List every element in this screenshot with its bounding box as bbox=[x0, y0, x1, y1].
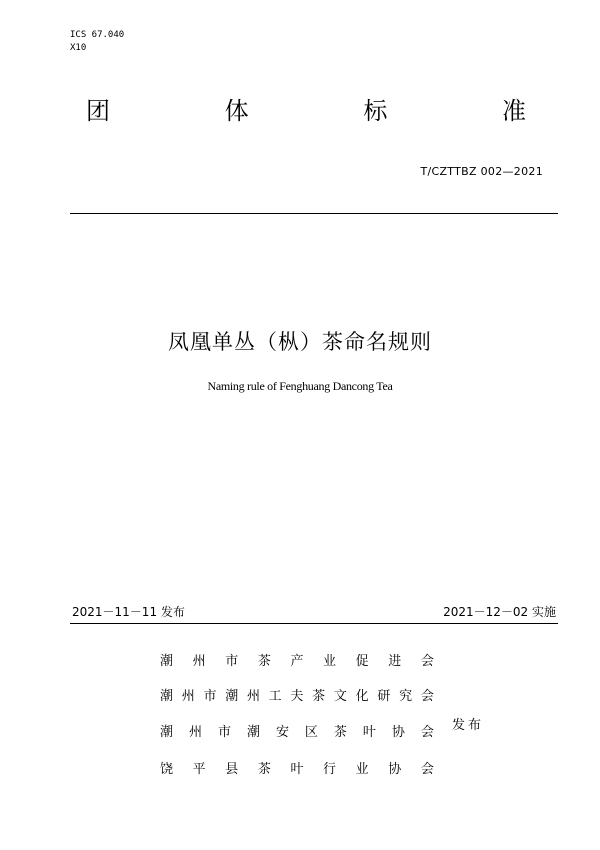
org-char: 化 bbox=[355, 689, 369, 704]
org-char: 茶 bbox=[333, 725, 347, 740]
org-char: 县 bbox=[225, 762, 239, 777]
org-char: 协 bbox=[388, 762, 402, 777]
org-char: 产 bbox=[290, 654, 304, 669]
document-title-en: Naming rule of Fenghuang Dancong Tea bbox=[207, 379, 393, 393]
org-char: 会 bbox=[420, 725, 434, 740]
org-char: 工 bbox=[268, 689, 282, 704]
org-char: 进 bbox=[388, 654, 402, 669]
standard-type-char: 准 bbox=[501, 97, 526, 125]
standard-type-char: 标 bbox=[363, 97, 388, 125]
standard-type-char: 团 bbox=[86, 97, 110, 125]
org-char: 州 bbox=[181, 689, 195, 704]
org-char: 叶 bbox=[290, 762, 304, 777]
org-char: 茶 bbox=[257, 654, 271, 669]
org-char: 潮 bbox=[225, 689, 239, 704]
org-char: 协 bbox=[391, 725, 405, 740]
org-char: 夫 bbox=[290, 689, 304, 704]
organization-name bbox=[160, 685, 434, 704]
organization-name bbox=[160, 758, 434, 777]
org-char: 潮 bbox=[160, 725, 174, 740]
org-char: 叶 bbox=[362, 725, 376, 740]
publish-label: 发布 bbox=[452, 718, 485, 733]
org-char: 业 bbox=[355, 762, 369, 777]
org-char: 州 bbox=[246, 689, 260, 704]
organization-name bbox=[160, 650, 434, 669]
org-char: 究 bbox=[399, 689, 413, 704]
org-char: 平 bbox=[192, 762, 206, 777]
org-char: 潮 bbox=[160, 689, 174, 704]
org-char: 区 bbox=[304, 725, 318, 740]
org-char: 茶 bbox=[312, 689, 326, 704]
standard-type-char: 体 bbox=[224, 97, 249, 125]
org-char: 安 bbox=[275, 725, 289, 740]
org-char: 促 bbox=[355, 654, 369, 669]
org-char: 州 bbox=[188, 725, 202, 740]
top-divider bbox=[70, 213, 558, 214]
org-char: 潮 bbox=[246, 725, 260, 740]
org-char: 市 bbox=[217, 725, 231, 740]
organization-name bbox=[160, 721, 434, 740]
ccs-code: X10 bbox=[70, 43, 87, 53]
org-char: 会 bbox=[420, 762, 434, 777]
bottom-divider bbox=[70, 623, 558, 624]
issue-date: 2021－11－11 发布 bbox=[72, 605, 185, 619]
org-char: 业 bbox=[323, 654, 337, 669]
org-char: 研 bbox=[377, 689, 391, 704]
org-char: 市 bbox=[203, 689, 217, 704]
org-char: 州 bbox=[192, 654, 206, 669]
org-char: 会 bbox=[420, 689, 434, 704]
implement-date: 2021－12－02 实施 bbox=[443, 605, 556, 619]
org-char: 潮 bbox=[160, 654, 174, 669]
document-title-zh: 凤凰单丛（枞）茶命名规则 bbox=[168, 330, 432, 354]
org-char: 文 bbox=[333, 689, 347, 704]
org-char: 饶 bbox=[160, 762, 174, 777]
org-char: 茶 bbox=[257, 762, 271, 777]
standard-type-heading bbox=[86, 96, 526, 126]
org-char: 会 bbox=[420, 654, 434, 669]
ics-code: ICS 67.040 bbox=[70, 30, 125, 40]
org-char: 行 bbox=[323, 762, 337, 777]
standard-number: T/CZTTBZ 002—2021 bbox=[420, 165, 543, 178]
org-char: 市 bbox=[225, 654, 239, 669]
